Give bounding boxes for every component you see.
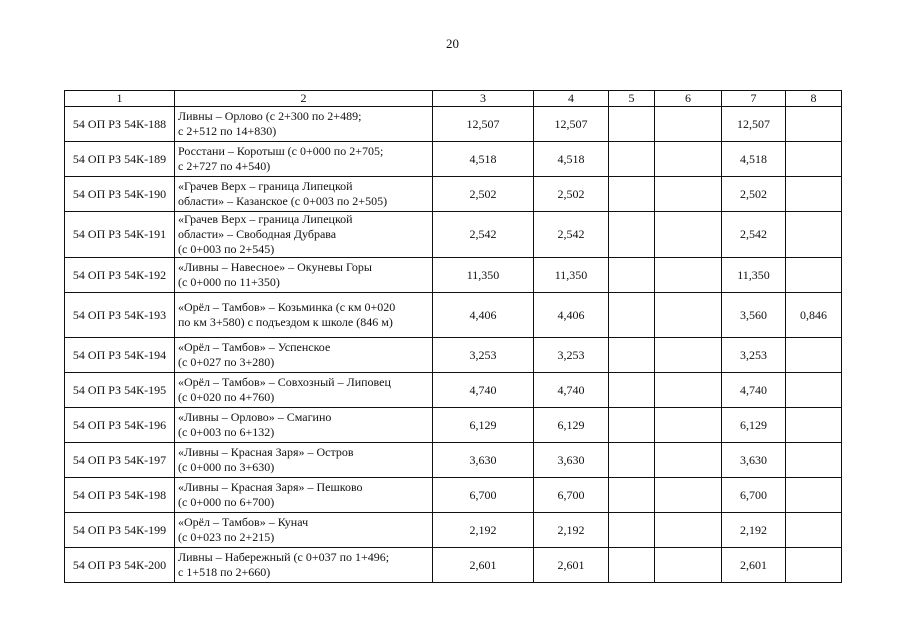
- col5-value: [609, 548, 655, 583]
- header-cell: 4: [534, 91, 609, 107]
- col3-value: 2,542: [433, 212, 534, 258]
- col7-value: 6,129: [722, 408, 786, 443]
- col3-value: 12,507: [433, 107, 534, 142]
- table-row: [65, 548, 842, 583]
- road-name: «Орёл – Тамбов» – Козьминка (с км 0+020 по км 3+580) с подъездом к школе (846 м): [175, 293, 433, 338]
- col4-value: 2,502: [534, 177, 609, 212]
- road-code: 54 ОП РЗ 54К-198: [65, 478, 175, 513]
- col6-value: [655, 443, 722, 478]
- col5-value: [609, 513, 655, 548]
- col4-value: 2,542: [534, 212, 609, 258]
- road-name: «Орёл – Тамбов» – Совхозный – Липовец (с 0+020 по 4+760): [175, 373, 433, 408]
- road-code: 54 ОП РЗ 54К-193: [65, 293, 175, 338]
- col3-value: 11,350: [433, 258, 534, 293]
- col4-value: 6,129: [534, 408, 609, 443]
- roads-table: [64, 90, 842, 583]
- road-code: 54 ОП РЗ 54К-188: [65, 107, 175, 142]
- col7-value: 4,740: [722, 373, 786, 408]
- table-row: [65, 293, 842, 338]
- col7-value: 2,192: [722, 513, 786, 548]
- col4-value: 4,518: [534, 142, 609, 177]
- header-cell: 6: [655, 91, 722, 107]
- table-row: [65, 513, 842, 548]
- col6-value: [655, 548, 722, 583]
- table-row: [65, 478, 842, 513]
- col5-value: [609, 338, 655, 373]
- col6-value: [655, 142, 722, 177]
- table-row: [65, 212, 842, 258]
- col5-value: [609, 443, 655, 478]
- col6-value: [655, 293, 722, 338]
- col5-value: [609, 293, 655, 338]
- col5-value: [609, 478, 655, 513]
- col3-value: 2,502: [433, 177, 534, 212]
- col6-value: [655, 373, 722, 408]
- col5-value: [609, 142, 655, 177]
- col8-value: [786, 408, 842, 443]
- col4-value: 2,192: [534, 513, 609, 548]
- header-cell: 8: [786, 91, 842, 107]
- road-name: «Ливны – Красная Заря» – Остров (с 0+000 по 3+630): [175, 443, 433, 478]
- col4-value: 4,740: [534, 373, 609, 408]
- col6-value: [655, 258, 722, 293]
- header-cell: 3: [433, 91, 534, 107]
- road-code: 54 ОП РЗ 54К-195: [65, 373, 175, 408]
- col4-value: 3,630: [534, 443, 609, 478]
- table-row: [65, 142, 842, 177]
- col5-value: [609, 107, 655, 142]
- road-code: 54 ОП РЗ 54К-197: [65, 443, 175, 478]
- col7-value: 2,601: [722, 548, 786, 583]
- col5-value: [609, 212, 655, 258]
- header-cell: 1: [65, 91, 175, 107]
- col6-value: [655, 177, 722, 212]
- col6-value: [655, 212, 722, 258]
- col8-value: [786, 548, 842, 583]
- col8-value: [786, 373, 842, 408]
- col6-value: [655, 408, 722, 443]
- col7-value: 4,518: [722, 142, 786, 177]
- road-name: Ливны – Орлово (с 2+300 по 2+489; с 2+512 по 14+830): [175, 107, 433, 142]
- road-code: 54 ОП РЗ 54К-200: [65, 548, 175, 583]
- header-cell: 5: [609, 91, 655, 107]
- table-row: [65, 258, 842, 293]
- col4-value: 12,507: [534, 107, 609, 142]
- col3-value: 2,192: [433, 513, 534, 548]
- road-name: «Орёл – Тамбов» – Кунач (с 0+023 по 2+215): [175, 513, 433, 548]
- col4-value: 6,700: [534, 478, 609, 513]
- col7-value: 3,253: [722, 338, 786, 373]
- col3-value: 6,129: [433, 408, 534, 443]
- table-row: [65, 373, 842, 408]
- road-name: «Грачев Верх – граница Липецкой области» – Казанское (с 0+003 по 2+505): [175, 177, 433, 212]
- col6-value: [655, 338, 722, 373]
- col3-value: 4,518: [433, 142, 534, 177]
- road-name: «Ливны – Орлово» – Смагино (с 0+003 по 6+132): [175, 408, 433, 443]
- table-row: [65, 177, 842, 212]
- col8-value: [786, 443, 842, 478]
- road-code: 54 ОП РЗ 54К-196: [65, 408, 175, 443]
- col5-value: [609, 373, 655, 408]
- col4-value: 4,406: [534, 293, 609, 338]
- table-row: [65, 408, 842, 443]
- col7-value: 6,700: [722, 478, 786, 513]
- col8-value: 0,846: [786, 293, 842, 338]
- col8-value: [786, 513, 842, 548]
- col5-value: [609, 258, 655, 293]
- col4-value: 3,253: [534, 338, 609, 373]
- col7-value: 2,502: [722, 177, 786, 212]
- col6-value: [655, 107, 722, 142]
- road-name: «Ливны – Навесное» – Окуневы Горы (с 0+000 по 11+350): [175, 258, 433, 293]
- col8-value: [786, 142, 842, 177]
- header-cell: 2: [175, 91, 433, 107]
- col3-value: 4,740: [433, 373, 534, 408]
- road-code: 54 ОП РЗ 54К-189: [65, 142, 175, 177]
- col8-value: [786, 177, 842, 212]
- col3-value: 3,253: [433, 338, 534, 373]
- road-code: 54 ОП РЗ 54К-191: [65, 212, 175, 258]
- header-cell: 7: [722, 91, 786, 107]
- road-name: «Ливны – Красная Заря» – Пешково (с 0+000 по 6+700): [175, 478, 433, 513]
- road-code: 54 ОП РЗ 54К-190: [65, 177, 175, 212]
- col7-value: 11,350: [722, 258, 786, 293]
- road-name: Росстани – Коротыш (с 0+000 по 2+705; с 2+727 по 4+540): [175, 142, 433, 177]
- header-row: [65, 91, 842, 107]
- col8-value: [786, 478, 842, 513]
- col4-value: 2,601: [534, 548, 609, 583]
- table-row: [65, 338, 842, 373]
- road-name: «Грачев Верх – граница Липецкой области» – Свободная Дубрава (с 0+003 по 2+545): [175, 212, 433, 258]
- col8-value: [786, 258, 842, 293]
- road-code: 54 ОП РЗ 54К-194: [65, 338, 175, 373]
- col8-value: [786, 338, 842, 373]
- col3-value: 2,601: [433, 548, 534, 583]
- col5-value: [609, 177, 655, 212]
- table-row: [65, 107, 842, 142]
- road-name: «Орёл – Тамбов» – Успенское (с 0+027 по 3+280): [175, 338, 433, 373]
- road-code: 54 ОП РЗ 54К-199: [65, 513, 175, 548]
- col7-value: 12,507: [722, 107, 786, 142]
- col3-value: 3,630: [433, 443, 534, 478]
- table-row: [65, 443, 842, 478]
- col7-value: 2,542: [722, 212, 786, 258]
- col6-value: [655, 478, 722, 513]
- road-name: Ливны – Набережный (с 0+037 по 1+496; с 1+518 по 2+660): [175, 548, 433, 583]
- col8-value: [786, 212, 842, 258]
- col7-value: 3,560: [722, 293, 786, 338]
- col8-value: [786, 107, 842, 142]
- page-number: 20: [446, 36, 459, 51]
- col5-value: [609, 408, 655, 443]
- col6-value: [655, 513, 722, 548]
- road-code: 54 ОП РЗ 54К-192: [65, 258, 175, 293]
- col7-value: 3,630: [722, 443, 786, 478]
- col3-value: 6,700: [433, 478, 534, 513]
- col4-value: 11,350: [534, 258, 609, 293]
- col3-value: 4,406: [433, 293, 534, 338]
